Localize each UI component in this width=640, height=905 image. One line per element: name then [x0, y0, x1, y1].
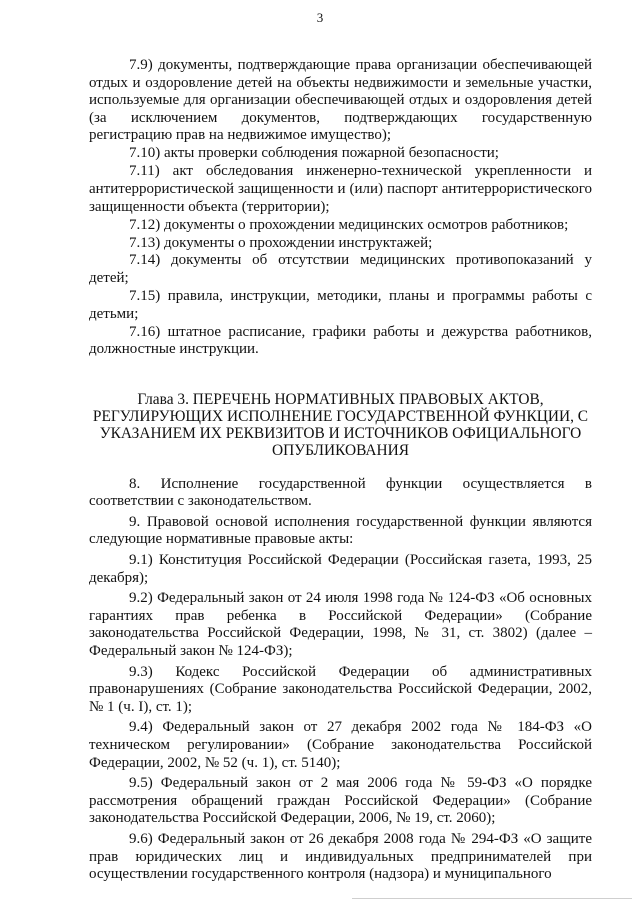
paragraph-8: 8. Исполнение государственной функции осуществляется в соответствии с законодательством.: [89, 475, 592, 510]
list-item-7-11: 7.11) акт обследования инженерно-технической укрепленности и антитеррористической защищенности и (или) паспорт антитеррористического защищенности объекта (территории);: [89, 163, 592, 215]
chapter-heading-line: ОПУБЛИКОВАНИЯ: [271, 442, 410, 460]
list-item-7-16: 7.16) штатное расписание, графики работы и дежурства работников, должностные инструкции.: [89, 323, 592, 358]
chapter-heading-line: УКАЗАНИЕМ ИХ РЕКВИЗИТОВ И ИСТОЧНИКОВ ОФИЦИАЛЬНОГО: [99, 425, 582, 443]
paragraph-9-5: 9.5) Федеральный закон от 2 мая 2006 года № 59-ФЗ «О порядке рассмотрения обращений граждан Российской Федерации» (Собрание законодательства Российской Федерации, 2006, № 19, ст. 2060);: [89, 775, 592, 827]
paragraph-9-2: 9.2) Федеральный закон от 24 июля 1998 года № 124-ФЗ «Об основных гарантиях прав ребенка в Российской Федерации» (Собрание законодательства Российской Федерации, 1998, № 31, ст. 3802) (далее – Федеральный закон № 124-ФЗ);: [89, 590, 592, 659]
list-item-7-15: 7.15) правила, инструкции, методики, планы и программы работы с детьми;: [89, 288, 592, 322]
list-item-7-9: 7.9) документы, подтверждающие права организации обеспечивающей отдых и оздоровление детей на объекты недвижимости и земельные участки, используемые для организации обеспечивающей отдых и оздоровления детей (за исключением документов, подтверждающих государственную регистрацию прав на недвижимое имущество);: [89, 57, 592, 144]
list-item-7-12: 7.12) документы о прохождении медицинских осмотров работников;: [129, 216, 569, 233]
list-item-7-14: 7.14) документы об отсутствии медицинских противопоказаний у детей;: [89, 252, 592, 287]
paragraph-9-3: 9.3) Кодекс Российской Федерации об административных правонарушениях (Собрание законодательства Российской Федерации, 2002, № 1 (ч. I), ст. 1);: [89, 663, 592, 715]
chapter-heading-line: РЕГУЛИРУЮЩИХ ИСПОЛНЕНИЕ ГОСУДАРСТВЕННОЙ ФУНКЦИИ, С: [92, 408, 589, 426]
chapter-heading: [89, 391, 592, 460]
page-number: 3: [316, 10, 324, 25]
bottom-scan-line: [352, 898, 632, 899]
document-body: [89, 57, 592, 884]
paragraph-9-4: 9.4) Федеральный закон от 27 декабря 2002 года № 184-ФЗ «О техническом регулировании» (Собрание законодательства Российской Федерации, 2002, № 52 (ч. 1), ст. 5140);: [89, 719, 592, 771]
paragraph-9: 9. Правовой основой исполнения государственной функции являются следующие нормативные правовые акты:: [89, 513, 592, 548]
paragraph-9-6: 9.6) Федеральный закон от 26 декабря 2008 года № 294-ФЗ «О защите прав юридических лиц и индивидуальных предпринимателей при осуществлении государственного контроля (надзора) и муниципального: [89, 830, 592, 883]
paragraph-9-1: 9.1) Конституция Российской Федерации (Российская газета, 1993, 25 декабря);: [89, 552, 592, 586]
chapter-heading-line: Глава 3. ПЕРЕЧЕНЬ НОРМАТИВНЫХ ПРАВОВЫХ АКТОВ,: [137, 390, 544, 408]
list-item-7-10: 7.10) акты проверки соблюдения пожарной безопасности;: [129, 145, 499, 162]
list-item-7-13: 7.13) документы о прохождении инструктажей;: [129, 234, 433, 251]
